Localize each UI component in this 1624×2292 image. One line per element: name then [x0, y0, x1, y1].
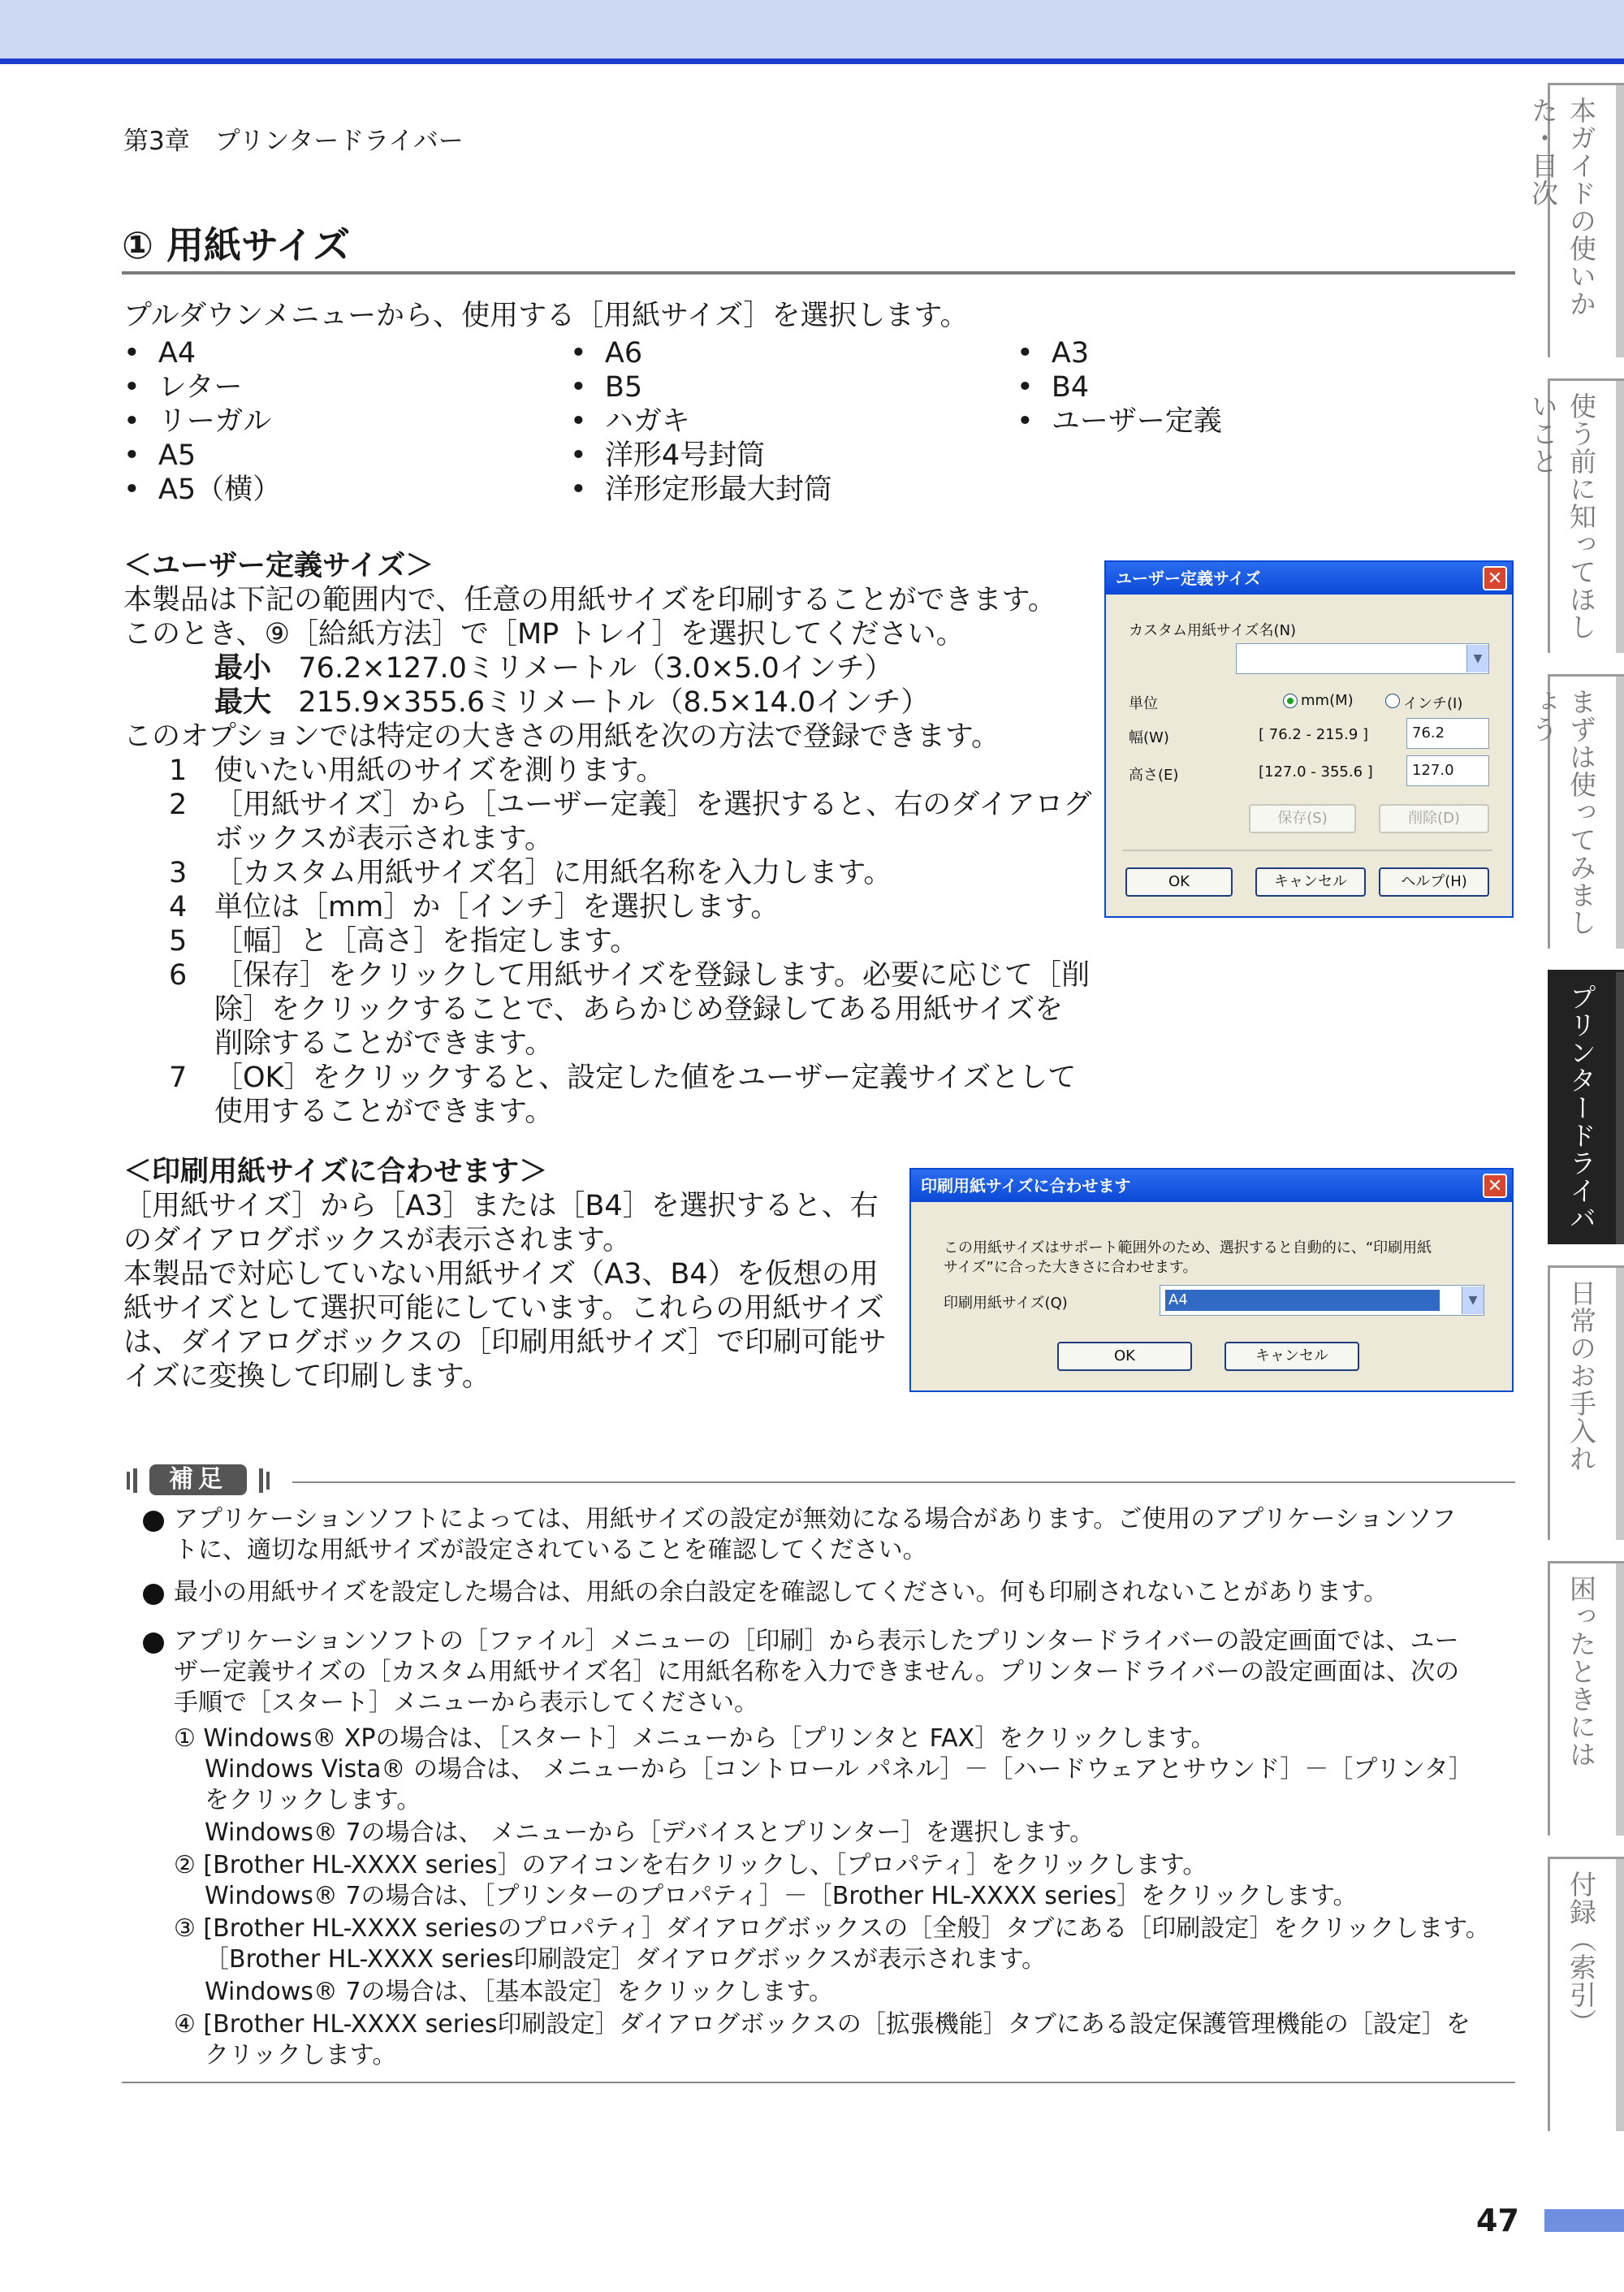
list-item: • B5 [570, 371, 643, 404]
hint-sub-text: Windows® 7の場合は、 メニューから［デバイスとプリンター］を選択します。 [205, 1818, 1095, 1847]
paragraph: イズに変換して印刷します。 [123, 1360, 490, 1393]
step-text: ［OK］をクリックすると、設定した値をユーザー定義サイズとして [214, 1062, 1077, 1094]
bullet-icon [143, 1511, 164, 1532]
side-tab-label: 付録（索引） [1566, 1870, 1597, 2036]
print-size-label: 印刷用紙サイズ(Q) [944, 1295, 1068, 1312]
close-icon[interactable]: ✕ [1483, 566, 1507, 590]
help-button[interactable]: ヘルプ(H) [1379, 867, 1489, 897]
unit-inch-label: インチ(I) [1403, 695, 1463, 712]
list-item: • B4 [1017, 371, 1090, 404]
tab-shade [1616, 1859, 1624, 2131]
step-number: 6 [169, 959, 188, 992]
step-number: 5 [169, 925, 188, 958]
user-defined-size-dialog [1104, 560, 1514, 918]
paragraph: このとき、⑨［給紙方法］で［MP トレイ］を選択してください。 [123, 618, 965, 651]
intro-text: プルダウンメニューから、使用する［用紙サイズ］を選択します。 [123, 300, 969, 332]
side-tab-before-use[interactable] [1527, 378, 1624, 653]
step-text: 除］をクリックすることで、あらかじめ登録してある用紙サイズを [214, 993, 1064, 1026]
ok-button[interactable]: OK [1125, 867, 1233, 897]
paragraph: のダイアログボックスが表示されます。 [123, 1224, 632, 1256]
list-item: • A4 [123, 337, 197, 370]
width-range: [ 76.2 - 215.9 ] [1259, 726, 1369, 743]
hint-text: ザー定義サイズの［カスタム用紙サイズ名］に用紙名称を入力できません。プリンタードライバーの設定画面は、次の [174, 1658, 1460, 1686]
save-button[interactable]: 保存(S) [1249, 804, 1356, 833]
step-number: 1 [169, 755, 188, 787]
hint-sub-text: ① Windows® XPの場合は、［スタート］メニューから［プリンタと FAX］をクリックします。 [174, 1724, 1216, 1753]
step-text: 単位は［mm］か［インチ］を選択します。 [214, 891, 780, 923]
list-item: • ハガキ [570, 405, 690, 438]
hint-sub-text: ③ [Brother HL-XXXX seriesのプロパティ］ダイアログボックスの［全般］タブにある［印刷設定］をクリックします。 [174, 1914, 1490, 1943]
side-tab-printer-driver[interactable] [1527, 970, 1624, 1244]
bullet-icon [143, 1633, 164, 1654]
list-item: • レター [123, 371, 243, 404]
hint-text: アプリケーションソフトによっては、用紙サイズの設定が無効になる場合があります。ご使用のアプリケーションソフ [174, 1505, 1457, 1533]
tab-shade [1616, 972, 1624, 1244]
max-row [214, 685, 929, 720]
max-label: 最大 [214, 686, 272, 719]
paragraph: 紙サイズとして選択可能にしています。これらの用紙サイズ [123, 1292, 884, 1325]
step-text: 使いたい用紙のサイズを測ります。 [214, 755, 665, 787]
header-line [0, 58, 1624, 64]
hint-rule [292, 1481, 1515, 1483]
dialog-message: この用紙サイズはサポート範囲外のため、選択すると自動的に、“印刷用紙 [944, 1239, 1432, 1256]
chevron-down-icon[interactable]: ▼ [1462, 1287, 1484, 1314]
list-item: • A5（横） [123, 474, 282, 506]
hint-badge [125, 1462, 287, 1498]
tab-shade [1616, 1563, 1624, 1836]
chapter-title: 第3章 プリンタードライバー [123, 127, 464, 156]
ok-button[interactable]: OK [1057, 1342, 1192, 1371]
unit-inch-radio[interactable] [1385, 694, 1400, 708]
step-number: 7 [169, 1062, 188, 1094]
unit-mm-label: mm(M) [1301, 692, 1354, 709]
tab-shade [1616, 1268, 1624, 1540]
step-text: ［保存］をクリックして用紙サイズを登録します。必要に応じて［削 [214, 959, 1091, 992]
step-text: ［幅］と［高さ］を指定します。 [214, 925, 639, 958]
chevron-down-icon[interactable]: ▼ [1466, 645, 1488, 672]
min-row [214, 651, 893, 685]
hint-text: 最小の用紙サイズを設定した場合は、用紙の余白設定を確認してください。何も印刷されないことがあります。 [174, 1578, 1389, 1607]
section-rule [122, 271, 1515, 275]
step-text: 削除することができます。 [214, 1027, 554, 1060]
list-item: • リーガル [123, 405, 272, 438]
hint-sub-text: ② [Brother HL-XXXX series］のアイコンを右クリックし、［プロパティ］をクリックします。 [174, 1851, 1207, 1879]
paragraph: このオプションでは特定の大きさの用紙を次の方法で登録できます。 [123, 720, 1000, 753]
tab-shade [1616, 677, 1624, 949]
hint-text: 手順で［スタート］メニューから表示してください。 [174, 1689, 758, 1717]
print-size-value: A4 [1165, 1290, 1440, 1311]
paragraph: 本製品で対応していない用紙サイズ（A3、B4）を仮想の用 [123, 1258, 879, 1291]
list-item: • A5 [123, 439, 197, 472]
hint-badge-label: 補足 [169, 1465, 227, 1494]
bullet-icon [143, 1584, 164, 1605]
side-tab-appendix[interactable] [1548, 1857, 1624, 2131]
hint-text: トに、適切な用紙サイズが設定されていることを確認してください。 [174, 1536, 927, 1564]
paragraph: は、ダイアログボックスの［印刷用紙サイズ］で印刷可能サ [123, 1326, 888, 1359]
tab-shade [1616, 85, 1624, 357]
delete-button[interactable]: 削除(D) [1379, 804, 1489, 833]
dialog-title: 印刷用紙サイズに合わせます [911, 1170, 1512, 1202]
min-label: 最小 [214, 652, 272, 685]
hint-sub-text: Windows Vista® の場合は、 メニューから［コントロール パネル］－［ハードウェアとサウンド］－［プリンタ］ [205, 1755, 1473, 1784]
cancel-button[interactable]: キャンセル [1224, 1342, 1359, 1371]
width-label: 幅(W) [1129, 729, 1169, 746]
min-value: 76.2×127.0ミリメートル（3.0×5.0インチ） [298, 652, 893, 685]
fit-paper-size-dialog [909, 1168, 1514, 1392]
custom-name-combo[interactable] [1236, 643, 1489, 674]
list-item: • ユーザー定義 [1017, 405, 1222, 438]
width-input[interactable]: 76.2 [1406, 718, 1489, 749]
section-title: ① 用紙サイズ [122, 223, 351, 267]
step-number: 3 [169, 857, 188, 889]
step-text: 使用することができます。 [214, 1096, 554, 1128]
step-text: ボックスが表示されます。 [214, 823, 553, 855]
hint-sub-text: Windows® 7の場合は、［基本設定］をクリックします。 [205, 1978, 833, 2006]
print-size-select[interactable] [1160, 1285, 1484, 1316]
side-tab-label: 使う前に知ってほしいこと [1527, 392, 1597, 641]
list-item: • 洋形4号封筒 [570, 439, 766, 472]
height-input[interactable]: 127.0 [1406, 755, 1489, 786]
dialog-message: サイズ”に合った大きさに合わせます。 [944, 1259, 1198, 1276]
unit-mm-radio[interactable] [1283, 694, 1298, 708]
side-tab-try-first[interactable] [1527, 674, 1624, 949]
paragraph: 本製品は下記の範囲内で、任意の用紙サイズを印刷することができます。 [123, 584, 1056, 616]
height-label: 高さ(E) [1129, 767, 1179, 784]
side-tab-label: 本ガイドの使いかた・目次 [1527, 97, 1597, 318]
hint-sub-text: をクリックします。 [205, 1786, 421, 1814]
side-tab-label: 困ったときには [1566, 1575, 1597, 1768]
hint-sub-text: ［Brother HL-XXXX series印刷設定］ダイアログボックスが表示されます。 [205, 1945, 1047, 1974]
cancel-button[interactable]: キャンセル [1255, 867, 1366, 897]
tab-shade [1616, 381, 1624, 653]
dialog-title: ユーザー定義サイズ [1106, 562, 1512, 595]
custom-name-label: カスタム用紙サイズ名(N) [1129, 622, 1297, 639]
side-tab-guide-toc[interactable] [1527, 83, 1624, 357]
side-tab-label: 日常のお手入れ [1566, 1279, 1597, 1473]
side-tab-maintenance[interactable] [1548, 1265, 1624, 1540]
fit-paper-heading: ＜印刷用紙サイズに合わせます＞ [123, 1156, 548, 1188]
step-number: 4 [169, 891, 188, 923]
page-bar [1544, 2209, 1624, 2232]
header-band [0, 0, 1624, 58]
hint-sub-text: ④ [Brother HL-XXXX series印刷設定］ダイアログボックスの［拡張機能］タブにある設定保護管理機能の［設定］を [174, 2010, 1471, 2039]
list-item: • A3 [1017, 337, 1090, 370]
unit-label: 単位 [1129, 695, 1158, 712]
dialog-separator [1122, 850, 1492, 851]
list-item: • 洋形定形最大封筒 [570, 474, 832, 506]
step-number: 2 [169, 789, 188, 821]
step-text: ［用紙サイズ］から［ユーザー定義］を選択すると、右のダイアログ [214, 789, 1092, 821]
hint-text: アプリケーションソフトの［ファイル］メニューの［印刷］から表示したプリンタードライバーの設定画面では、ユー [174, 1627, 1459, 1655]
list-item: • A6 [570, 337, 643, 370]
max-value: 215.9×355.6ミリメートル（8.5×14.0インチ） [298, 686, 930, 719]
step-text: ［カスタム用紙サイズ名］に用紙名称を入力します。 [214, 857, 892, 889]
user-defined-heading: ＜ユーザー定義サイズ＞ [123, 550, 434, 582]
side-tab-troubleshooting[interactable] [1548, 1561, 1624, 1836]
hint-bottom-rule [122, 2082, 1515, 2083]
paragraph: ［用紙サイズ］から［A3］または［B4］を選択すると、右 [123, 1190, 879, 1222]
side-tab-label: プリンタードライバー [1527, 984, 1597, 1232]
page-number: 47 [1476, 2203, 1519, 2238]
side-tab-label: まずは使ってみましょう [1527, 688, 1597, 936]
height-range: [127.0 - 355.6 ] [1259, 763, 1373, 781]
close-icon[interactable]: ✕ [1483, 1174, 1507, 1198]
hint-sub-text: クリックします。 [205, 2041, 397, 2069]
hint-sub-text: Windows® 7の場合は、［プリンターのプロパティ］－［Brother HL-XXXX series］をクリックします。 [205, 1882, 1358, 1910]
